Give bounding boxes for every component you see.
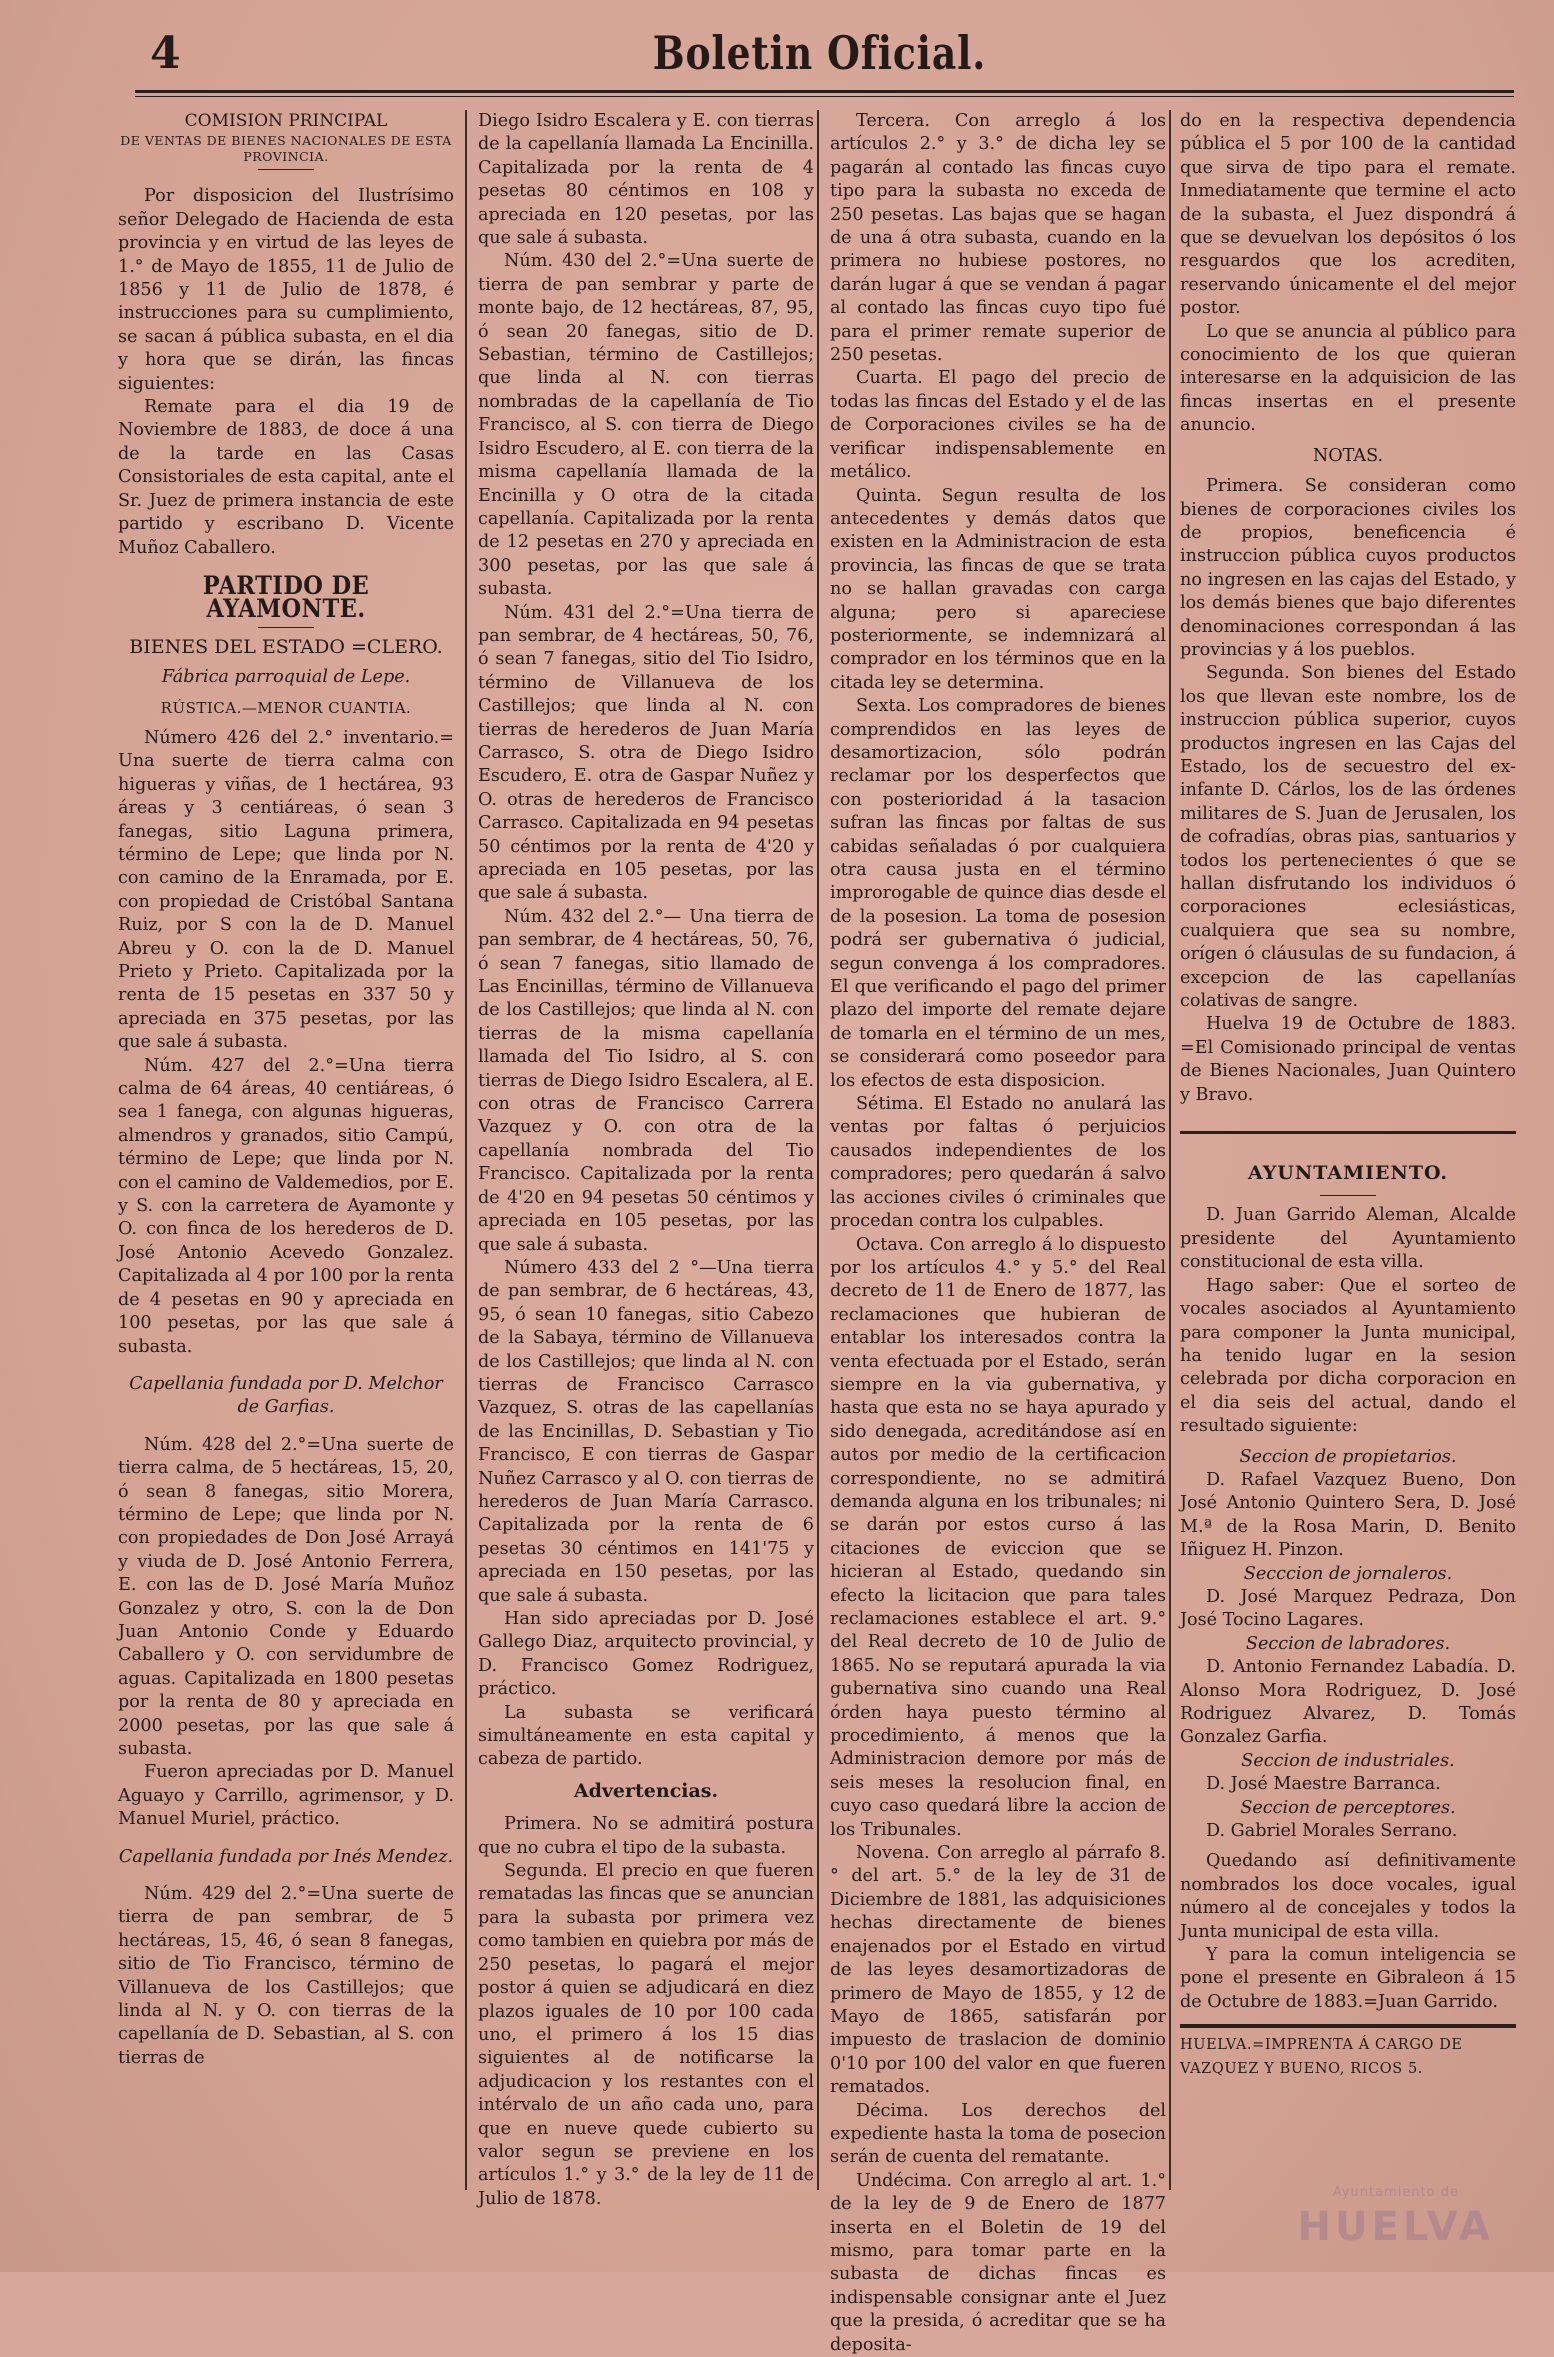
- partido-heading: PARTIDO DE AYAMONTE.: [202, 570, 370, 624]
- nota-primera: Primera. Se consideran como bienes de corporaciones civiles los de propios, beneficencia é instruccion pública cuyos productos no ingresen en las cajas del Estado, y los demás bienes que bajo diferentes denominaciones correspondan á las provincias y á los pueblos.: [1180, 476, 1516, 660]
- imprint-rule: [1180, 2024, 1516, 2028]
- seccion-labradores: Seccion de labradores.: [1245, 1633, 1451, 1654]
- advertencia-septima: Sétima. El Estado no anulará las ventas por faltas ó perjuicios causados independientes de los compradores; pero quedarán á salvo las acciones civiles ó criminales que procedan contra los culpables.: [830, 1094, 1166, 1232]
- section-rule: [1180, 1131, 1516, 1134]
- industriales-list: D. José Maestre Barranca.: [1206, 1774, 1441, 1795]
- jornaleros-list: D. José Marquez Pedraza, Don José Tocino Lagares.: [1180, 1586, 1516, 1631]
- page-header: [130, 22, 1509, 84]
- entry-429: Núm. 429 del 2.°=Una suerte de tierra de pan sembrar, de 5 hectáreas, 15, 46, ó sean 8 fanegas, sitio de Tio Francisco, término de Villanueva de los Castillejos; que linda al N. y O. con tierras de la capellanía de D. Sebastian, al S. con tierras de: [118, 1884, 454, 2068]
- apreciadas-gallego: Han sido apreciadas por D. José Gallego Diaz, arquitecto provincial, y D. Francisco Gomez Rodriguez, práctico.: [478, 1609, 814, 1700]
- capellania-garfias: Capellania fundada por D. Melchor de Garfias.: [129, 1373, 443, 1418]
- intro-paragraph: Por disposicion del Ilustrísimo señor Delegado de Hacienda de esta provincia y en virtud de las leyes de 1.° de Mayo de 1855, 11 de Julio de 1856 y 11 de Julio de 1878, é instrucciones para su cumplimiento, se sacan á pública subasta, en el dia y hora que se dirán, las fincas siguientes:: [118, 186, 454, 394]
- entry-433: Número 433 del 2 °—Una tierra de pan sembrar, de 6 hectáreas, 43, 95, ó sean 10 fanegas, sitio Cabezo de la Sabaya, término de Villanueva de los Castillejos; que linda al N. con tierras de Francisco Carrasco Vazquez, S. otras de las capellanías de las Encinillas, D. Sebastian y Tio Francisco, E con tierras de Gaspar Nuñez Carrasco y al O. con tierras de herederos de Juan María Carrasco. Capitalizada por la renta de 6 pesetas 30 céntimos en 141'75 y apreciada en 150 pesetas, por las que sale á subasta.: [478, 1257, 814, 1606]
- entry-427: Núm. 427 del 2.°=Una tierra calma de 64 áreas, 40 centiáreas, ó sea 1 fanega, con algunas higueras, almendros y granados, sitio Campú, término de Lepe; que linda por N. con el camino de Valdemedios, por E. y S. con la carretera de Ayamonte y O. con finca de los herederos de D. José Antonio Acevedo Gonzalez. Capitalizada al 4 por 100 por la renta de 4 pesetas en 90 y apreciada en 100 pesetas, por las que sale á subasta.: [118, 1055, 454, 1357]
- advertencia-cuarta: Cuarta. El pago del precio de todas las fincas del Estado y el de las de Corporaciones civiles se ha de verificar indispensablemente en metálico.: [830, 368, 1166, 483]
- separator: [258, 627, 314, 628]
- nota-segunda: Segunda. Son bienes del Estado los que llevan este nombre, los de instruccion pública superior, cuyos productos ingresen en las Cajas del Estado, los de secuestro del ex-infante D. Cárlos, los de las órdenes militares de S. Juan de Jerusalen, los de cofradías, obras pias, santuarios y todos los pertenecientes ó que se hallan disfrutando los individuos ó corporaciones eclesiásticas, cualquiera que sea su nombre, orígen ó cláusulas de su fundacion, á excepcion de las capellanías colativas de sangre.: [1180, 663, 1516, 1012]
- bienes-heading: BIENES DEL ESTADO =CLERO.: [129, 635, 443, 658]
- alcalde-paragraph: D. Juan Garrido Aleman, Alcalde presidente del Ayuntamiento constitucional de esta villa.: [1180, 1205, 1516, 1273]
- advertencia-undecima: Undécima. Con arreglo al art. 1.° de la ley de 9 de Enero de 1877 inserta en el Boletin de 19 del mismo, para tomar parte en la subasta de dichas fincas es indispensable consignar ante el Juez que la presida, ó acreditar que se ha deposita-: [830, 2170, 1166, 2355]
- commission-subtitle: DE VENTAS DE BIENES NACIONALES DE ESTA PROVINCIA.: [120, 133, 452, 165]
- imprint: HUELVA.=IMPRENTA Á CARGO DE VAZQUEZ Y BUENO, RICOS 5.: [1180, 2037, 1463, 2077]
- perceptores-list: D. Gabriel Morales Serrano.: [1206, 1821, 1458, 1842]
- header-rule-thin: [135, 96, 1514, 97]
- commission-title: COMISION PRINCIPAL: [184, 111, 388, 131]
- advertencias-heading: Advertencias.: [573, 1779, 719, 1802]
- advertencia-sexta: Sexta. Los compradores de bienes comprendidos en las leyes de desamortizacion, sólo podrán reclamar por los desperfectos que con posterioridad á la tasacion sufran las fincas por faltas de sus cabidas señaladas ó por cualquiera otra causa justa en el término improrogable de quince dias desde el de la posesion. La toma de posesion podrá ser gubernativa ó judicial, segun convenga á los compradores. El que verificando el pago del primer plazo del importe del remate dejare de tomarla en el término de un mes, se considerará como poseedor para los efectos de esta disposicion.: [830, 696, 1166, 1091]
- advertencia-quinta: Quinta. Segun resulta de los antecedentes y demás datos que existen en la Administracion de esta provincia, las fincas de que se trata no se hallan gravadas con carga alguna; pero si apareciese posteriormente, se indemnizará al comprador en los términos que en la citada ley se determina.: [830, 485, 1166, 693]
- advertencia-primera: Primera. No se admitirá postura que no cubra el tipo de la subasta.: [478, 1814, 814, 1858]
- masthead-title: Boletin Oficial.: [652, 26, 987, 80]
- ayuntamiento-heading: AYUNTAMIENTO.: [1247, 1162, 1449, 1185]
- page-number: 4: [150, 28, 181, 79]
- entry-430: Núm. 430 del 2.°=Una suerte de tierra de pan sembrar y parte de monte bajo, de 12 hectáreas, 87, 95, ó sean 20 fanegas, sitio de D. Sebastian, término de Castillejos; que linda al N. con tierras nombradas de la capellanía de Tio Francisco, al S. con tierra de Diego Isidro Escudero, al E. con tierra de la misma capellanía llamada de la Encinilla y O otra de la citada capellanía. Capitalizada por la renta de 12 pesetas en 270 y apreciada en 300 pesetas, por las que sale á subasta.: [478, 251, 814, 600]
- fabrica-heading: Fábrica parroquial de Lepe.: [161, 667, 411, 688]
- columns: [118, 110, 1516, 2355]
- separator: [258, 169, 314, 170]
- entry-428: Núm. 428 del 2.°=Una suerte de tierra calma, de 5 hectáreas, 15, 20, ó sean 8 fanegas, sitio Morera, término de Lepe; que linda por N. con propiedades de Don José Arrayá y viuda de D. José Antonio Ferrera, E. con las de D. José María Muñoz Gonzalez y otro, S. con la de Don Juan Antonio Conde y Eduardo Caballero y O. con servidumbre de aguas. Capitalizada en 1800 pesetas por la renta de 80 y apreciada en 2000 pesetas, por las que sale á subasta.: [118, 1434, 454, 1759]
- seccion-industriales: Seccion de industriales.: [1241, 1750, 1455, 1771]
- header-rule: [135, 90, 1514, 93]
- remate-paragraph: Remate para el dia 19 de Noviembre de 1883, de doce á una de la tarde en las Casas Consistoriales de esta capital, ante el Sr. Juez de primera instancia de este partido y escribano D. Vicente Muñoz Caballero.: [118, 397, 454, 558]
- seccion-perceptores: Seccion de perceptores.: [1240, 1797, 1456, 1818]
- advertencia-octava: Octava. Con arreglo á lo dispuesto por los artículos 4.° y 5.° del Real decreto de 11 de Enero de 1877, las reclamaciones que hubieran de entablar los interesados contra la venta efectuada por el Estado, serán siempre en la via gubernativa, y hasta que esta no se haya apurado y sido denegada, acreditándose así en autos por medio de la certificacion correspondiente, no se admitirá demanda alguna en los tribunales; ni se darán por estos curso á las citaciones de eviccion que se hicieran al Estado, quedando sin efecto la licitacion que para tales reclamaciones establece el art. 9.° del Real decreto de 10 de Julio de 1865. No se reputará apurada la via gubernativa sino cuando una Real órden haya puesto término al procedimiento, á menos que la Administracion demore por más de seis meses la resolucion final, en cuyo caso quedará libre la accion de los Tribunales.: [830, 1234, 1166, 1840]
- column-2: [478, 110, 814, 2209]
- separator: [1320, 1195, 1376, 1196]
- entry-431: Núm. 431 del 2.°=Una tierra de pan sembrar, de 4 hectáreas, 50, 76, ó sean 7 fanegas, sitio del Tio Isidro, término de Villanueva de los Castillejos; que linda al N. con tierras de herederos de Juan María Carrasco, S. otra de Diego Isidro Escudero, E. otra de Gaspar Nuñez y O. otras de herederos de Francisco Carrasco. Capitalizada en 94 pesetas 50 céntimos por la renta de 4'20 y apreciada en 105 pesetas, por las que sale á subasta.: [478, 602, 814, 904]
- advertencia-novena: Novena. Con arreglo al párrafo 8.° del art. 5.° de la ley de 31 de Diciembre de 1881, las adquisiciones hechas directamente de bienes enajenados por el Estado en virtud de las leyes desamortizadoras de primero de Mayo de 1855, y 12 de Mayo de 1865, satisfarán por impuesto de traslacion de dominio 0'10 por 100 del valor en que fueren rematados.: [830, 1843, 1166, 2098]
- apreciadas-aguayo: Fueron apreciadas por D. Manuel Aguayo y Carrillo, agrimensor, y D. Manuel Muriel, práctico.: [118, 1762, 454, 1830]
- labradores-list: D. Antonio Fernandez Labadía. D. Alonso Mora Rodriguez, D. José Rodriguez Alvarez, D. Tomás Gonzalez Garfia.: [1180, 1657, 1516, 1748]
- advertencia-tercera: Tercera. Con arreglo á los artículos 2.° y 3.° de dicha ley se pagarán al contado las fincas cuyo tipo para la subasta no exceda de 250 pesetas. Las bajas que se hagan de una á otra subasta, cuando en la primera no hubiese postores, no darán lugar á que se vendan á pagar al contado las fincas cuyo tipo fué para el primer remate superior de 250 pesetas.: [830, 111, 1166, 366]
- seccion-propietarios: Seccion de propietarios.: [1239, 1446, 1457, 1467]
- seccion-jornaleros: Secccion de jornaleros.: [1243, 1563, 1453, 1584]
- propietarios-list: D. Rafael Vazquez Bueno, Don José Antonio Quintero Sera, D. José M.ª de la Rosa Marin, D. Benito Iñiguez H. Pinzon.: [1180, 1469, 1516, 1561]
- capellania-mendez: Capellania fundada por Inés Mendez.: [118, 1846, 454, 1867]
- column-1: [118, 110, 454, 2200]
- watermark-logo: HUELVA: [1297, 2204, 1494, 2250]
- rustica-heading: RÚSTICA.—MENOR CUANTIA.: [160, 698, 412, 717]
- entry-432: Núm. 432 del 2.°— Una tierra de pan sembrar, de 4 hectáreas, 50, 76, ó sean 7 fanegas, sitio llamado de Las Encinillas, término de Villanueva de los Castillejos; que linda al N. con tierras de la misma capellanía llamada del Tio Isidro, al S. con tierras de Diego Isidro Escalera, al E. con otras de Francisco Carrera Vazquez y O. con otra de la capellanía nombrada del Tio Francisco. Capitalizada por la renta de 4'20 en 94 pesetas 50 céntimos y apreciada en 105 pesetas, por las que sale á subasta.: [478, 906, 814, 1255]
- anuncio-publico: Lo que se anuncia al público para conocimiento de los que quieran interesarse en la adquisicion de las fincas insertas en el presente anuncio.: [1180, 321, 1516, 436]
- column-4: [1180, 110, 1516, 2200]
- undecima-cont: do en la respectiva dependencia pública el 5 por 100 de la cantidad que sirva de tipo para el remate. Inmediatamente que termine el acto de la subasta, el Juez dispondrá á que se devuelvan los depósitos ó los resguardos que los acrediten, reservando únicamente el del mejor postor.: [1180, 111, 1516, 319]
- hago-saber: Hago saber: Que el sorteo de vocales asociados al Ayuntamiento para componer la Junta municipal, ha tenido lugar en la sesion celebrada por dicha corporacion en el dia seis del actual, dando el resultado siguiente:: [1180, 1275, 1516, 1437]
- subasta-simultanea: La subasta se verificará simultáneamente en esta capital y cabeza de partido.: [478, 1702, 814, 1770]
- entry-429-cont: Diego Isidro Escalera y E. con tierras de la capellanía llamada La Encinilla. Capitalizada por la renta de 4 pesetas 80 céntimos en 108 y apreciada en 120 pesetas, por las que sale á subasta.: [478, 111, 814, 249]
- column-3: [830, 110, 1166, 2355]
- firma-comisionado: Huelva 19 de Octubre de 1883. =El Comisionado principal de ventas de Bienes Nacionales, Juan Quintero y Bravo.: [1180, 1014, 1516, 1105]
- comun-paragraph: Y para la comun inteligencia se pone el presente en Gibraleon á 15 de Octubre de 1883.=Juan Garrido.: [1180, 1945, 1516, 2012]
- notas-heading: NOTAS.: [1312, 445, 1384, 466]
- quedando-paragraph: Quedando así definitivamente nombrados los doce vocales, igual número al de concejales y todos la Junta municipal de esta villa.: [1180, 1851, 1516, 1942]
- advertencia-decima: Décima. Los derechos del expediente hasta la toma de posecion serán de cuenta del rematante.: [830, 2100, 1166, 2168]
- advertencia-segunda: Segunda. El precio en que fueren rematadas las fincas que se anuncian para la subasta por primera vez como tambien en quiebra por más de 250 pesetas, lo pagará el mejor postor á quien se adjudicará en diez plazos iguales de 10 por 100 cada uno, el primero á los 15 dias siguientes al de notificarse la adjudicacion y los restantes con el intérvalo de un año cada uno, para que en nueve quede cubierto su valor segun se previene en los artículos 1.° y 3.° de la ley de 11 de Julio de 1878.: [478, 1861, 814, 2209]
- watermark-line1: Ayuntamiento de: [1332, 2185, 1459, 2200]
- entry-426: Número 426 del 2.° inventario.= Una suerte de tierra calma con higueras y viñas, de 1 hectárea, 93 áreas y 3 centiáreas, ó sean 3 fanegas, sitio Laguna primera, término de Lepe; que linda por N. con camino de la Enramada, por E. con propiedad de Cristóbal Santana Ruiz, por S con la de D. Manuel Abreu y O. con la de D. Manuel Prieto y Prieto. Capitalizada por la renta de 15 pesetas en 337 50 y apreciada en 375 pesetas, por las que sale á subasta.: [118, 727, 454, 1053]
